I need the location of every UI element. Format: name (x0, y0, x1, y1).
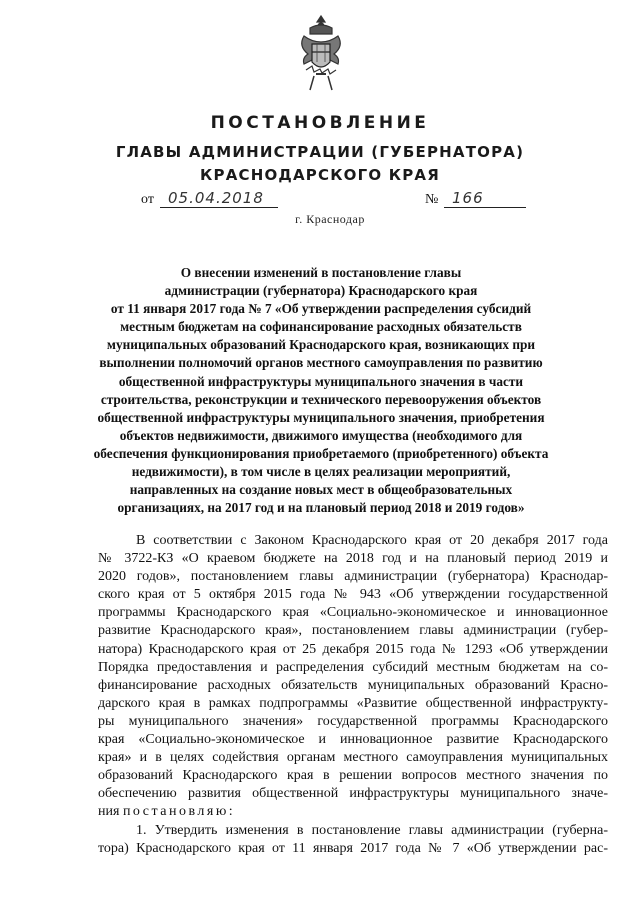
body-line: образований Краснодарского края в решении вопросов местного значения по (98, 768, 608, 784)
number-value: 166 (452, 189, 484, 207)
subject-line: от 11 января 2017 года № 7 «Об утверждении распределения субсидий (110, 301, 532, 317)
body-line: ского края от 5 октября 2015 года № 943 «Об утверждении государственной (98, 587, 608, 603)
subject-line: организациях, на 2017 год и на плановый период 2018 и 2019 годов» (117, 500, 525, 516)
subject-line: выполнении полномочий органов местного самоуправления по развитию (99, 355, 543, 371)
body-line: тора) Краснодарского края от 11 января 2017 года № 7 «Об утверждении рас- (98, 840, 608, 856)
body-line: края «Социально-экономическое и инновационное развитие Краснодарского (98, 732, 608, 748)
resolution-word: постановляю: (122, 804, 236, 820)
body-line: программы Краснодарского края «Социально-экономическое и инновационное (98, 605, 608, 621)
body-line: края» и в целях содействия органам местного самоуправления муниципальных (98, 750, 608, 766)
subject-line: общественной инфраструктуры муниципального значения в части (118, 373, 524, 389)
body-line: 1. Утвердить изменения в постановление главы администрации (губерна- (136, 822, 608, 838)
date-underline (160, 207, 278, 208)
body-line: ры муниципального значения» государственной программы Краснодарского (98, 713, 608, 729)
number-underline (444, 207, 526, 208)
body-line: В соответствии с Законом Краснодарского края от 20 декабря 2017 года (136, 533, 608, 548)
subject-line: местным бюджетам на софинансирование расходных обязательств (120, 319, 522, 335)
coat-of-arms-icon (296, 14, 346, 94)
subject-line: объектов недвижимости, движимого имущества (необходимого для (119, 427, 523, 443)
number-prefix: № (425, 192, 439, 207)
document-title: ПОСТАНОВЛЕНИЕ (210, 113, 430, 133)
city-label: г. Краснодар (295, 212, 365, 226)
subject-line: муниципальных образований Краснодарского края, возникающих при (106, 337, 536, 353)
body-line: 2020 годов», постановлением главы администрации (губернатора) Краснодар- (98, 569, 608, 585)
date-value: 05.04.2018 (168, 189, 264, 207)
document-subject (84, 264, 558, 517)
issuer-line-1: ГЛАВЫ АДМИНИСТРАЦИИ (ГУБЕРНАТОРА) (115, 143, 525, 161)
subject-line: общественной инфраструктуры муниципального значения, приобретения (97, 409, 545, 425)
body-line: Порядка предоставления и распределения субсидий местным бюджетам на со- (98, 659, 608, 675)
body-line-start: ния (98, 804, 120, 820)
body-line (98, 803, 608, 821)
body-line: финансирование расходных обязательств муниципальных образований Красно- (98, 677, 608, 693)
subject-line: администрации (губернатора) Краснодарского края (164, 283, 478, 299)
body-line: развитие Краснодарского края», постановлением главы администрации (губер- (98, 623, 608, 639)
subject-line: обеспечения функционирования приобретаемого (приобретенного) объекта (93, 445, 549, 461)
body-line: обеспечению развития общественной инфраструктуры муниципального значе- (98, 786, 608, 802)
subject-line: строительства, реконструкции и технического перевооружения объектов (100, 391, 542, 407)
body-line: натора) Краснодарского края от 25 декабря 2015 года № 1293 «Об утверждении (98, 641, 608, 657)
subject-line: недвижимости), в том числе в целях реализации мероприятий, (131, 464, 511, 480)
date-prefix: от (141, 192, 154, 207)
subject-line: О внесении изменений в постановление главы (180, 265, 462, 280)
subject-line: направленных на создание новых мест в общеобразовательных (129, 482, 513, 498)
body-line: дарского края в рамках подпрограммы «Развитие общественной инфраструкту- (98, 695, 608, 711)
issuer-line-2: КРАСНОДАРСКОГО КРАЯ (200, 166, 440, 184)
body-line: № 3722-КЗ «О краевом бюджете на 2018 год и на плановый период 2019 и (98, 551, 608, 567)
document-body (98, 532, 608, 858)
